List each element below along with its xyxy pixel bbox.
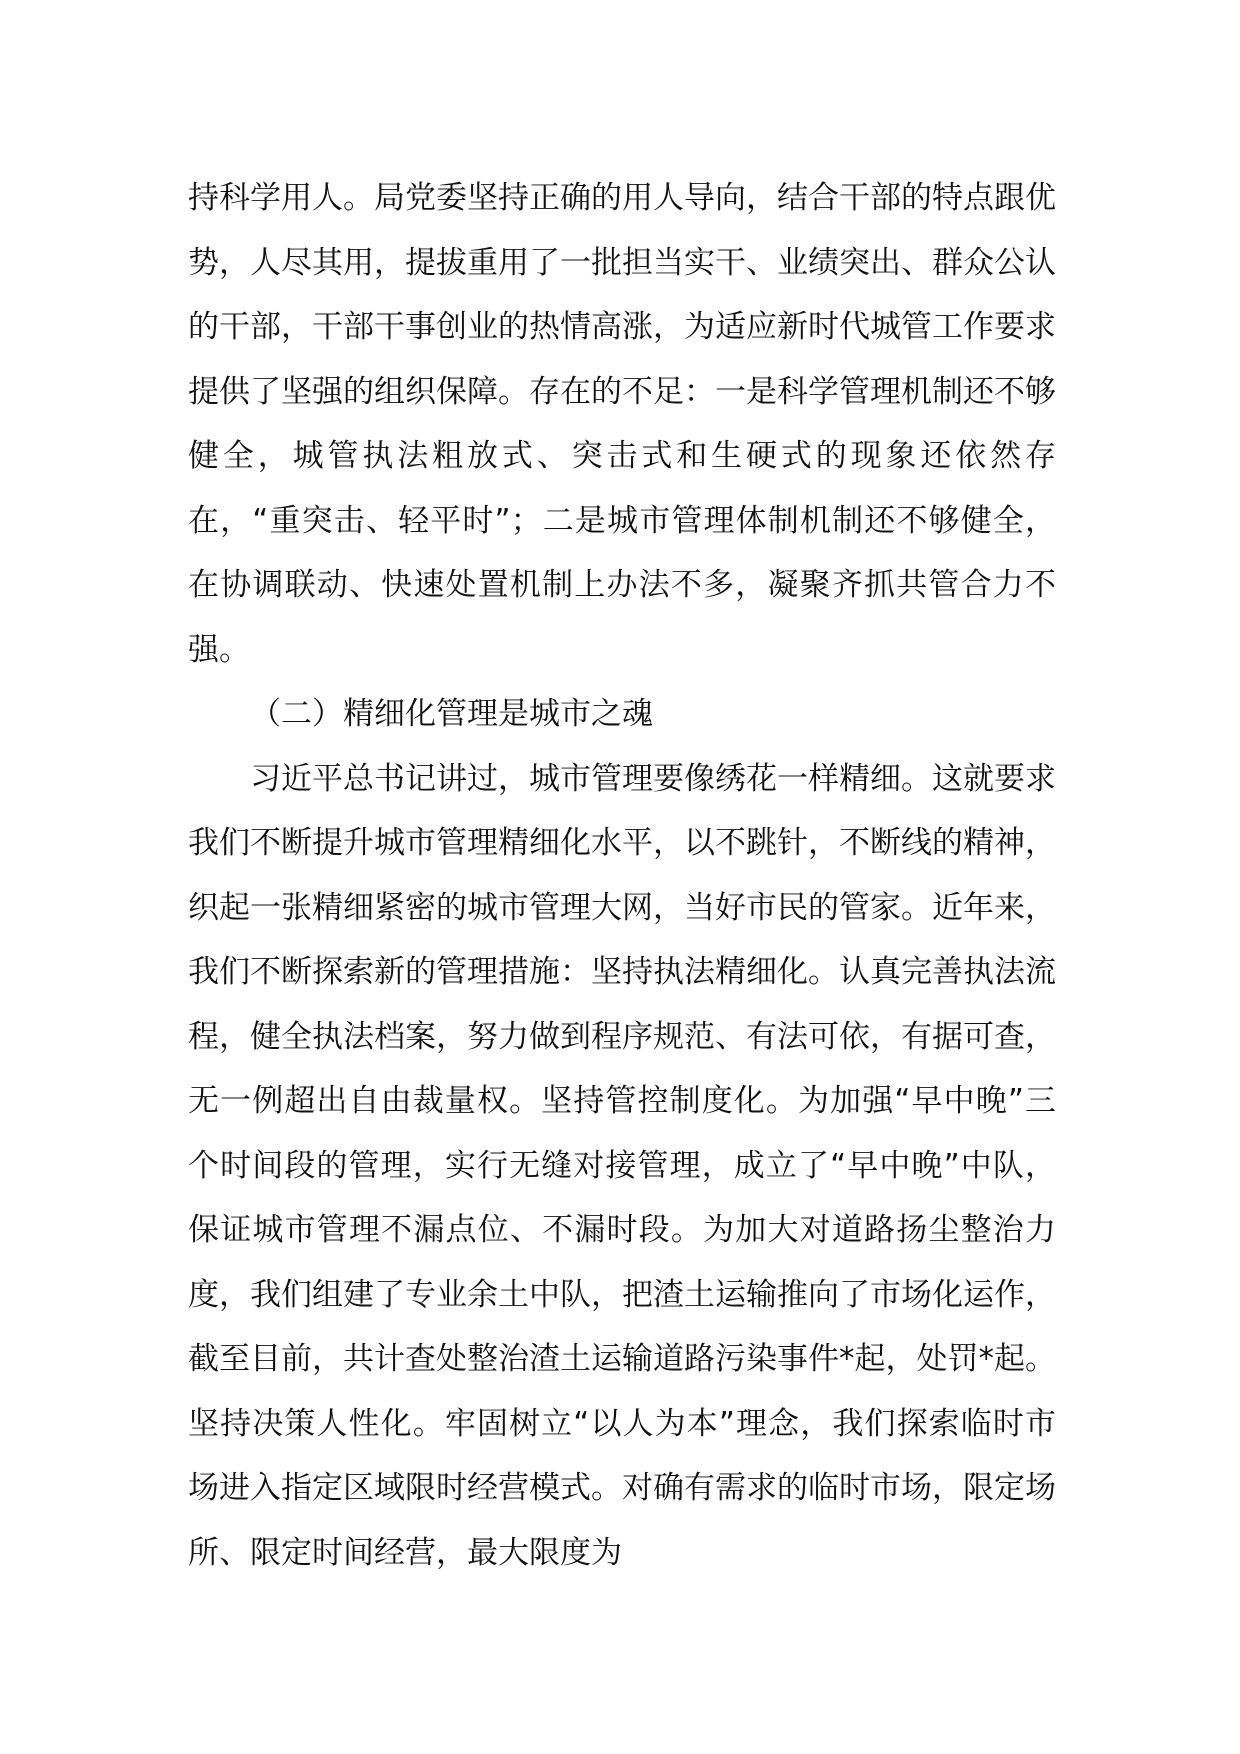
document-body [188,166,1056,1585]
section-heading-refined-management: （二）精细化管理是城市之魂 [250,696,653,732]
paragraph-refined-management: 习近平总书记讲过，城市管理要像绣花一样精细。这就要求我们不断提升城市管理精细化水平，以不跳针，不断线的精神，织起一张精细紧密的城市管理大网，当好市民的管家。近年来，我们不断探索新的管理措施：坚持执法精细化。认真完善执法流程，健全执法档案，努力做到程序规范、有法可依，有据可查，无一例超出自由裁量权。坚持管控制度化。为加强“早中晚”三个时间段的管理，实行无缝对接管理，成立了“早中晚”中队，保证城市管理不漏点位、不漏时段。为加大对道路扬尘整治力度，我们组建了专业余土中队，把渣土运输推向了市场化运作，截至目前，共计查处整治渣土运输道路污染事件*起，处罚*起。坚持决策人性化。牢固树立“以人为本”理念，我们探索临时市场进入指定区域限时经营模式。对确有需求的临时市场，限定场所、限定时间经营，最大限度为 [188,760,1056,1571]
paragraph-staffing-summary: 持科学用人。局党委坚持正确的用人导向，结合干部的特点跟优势，人尽其用，提拔重用了一批担当实干、业绩突出、群众公认的干部，干部干事创业的热情高涨，为适应新时代城管工作要求提供了坚强的组织保障。存在的不足：一是科学管理机制还不够健全，城管执法粗放式、突击式和生硬式的现象还依然存在，“重突击、轻平时”；二是城市管理体制机制还不够健全，在协调联动、快速处置机制上办法不多，凝聚齐抓共管合力不强。 [188,180,1056,668]
